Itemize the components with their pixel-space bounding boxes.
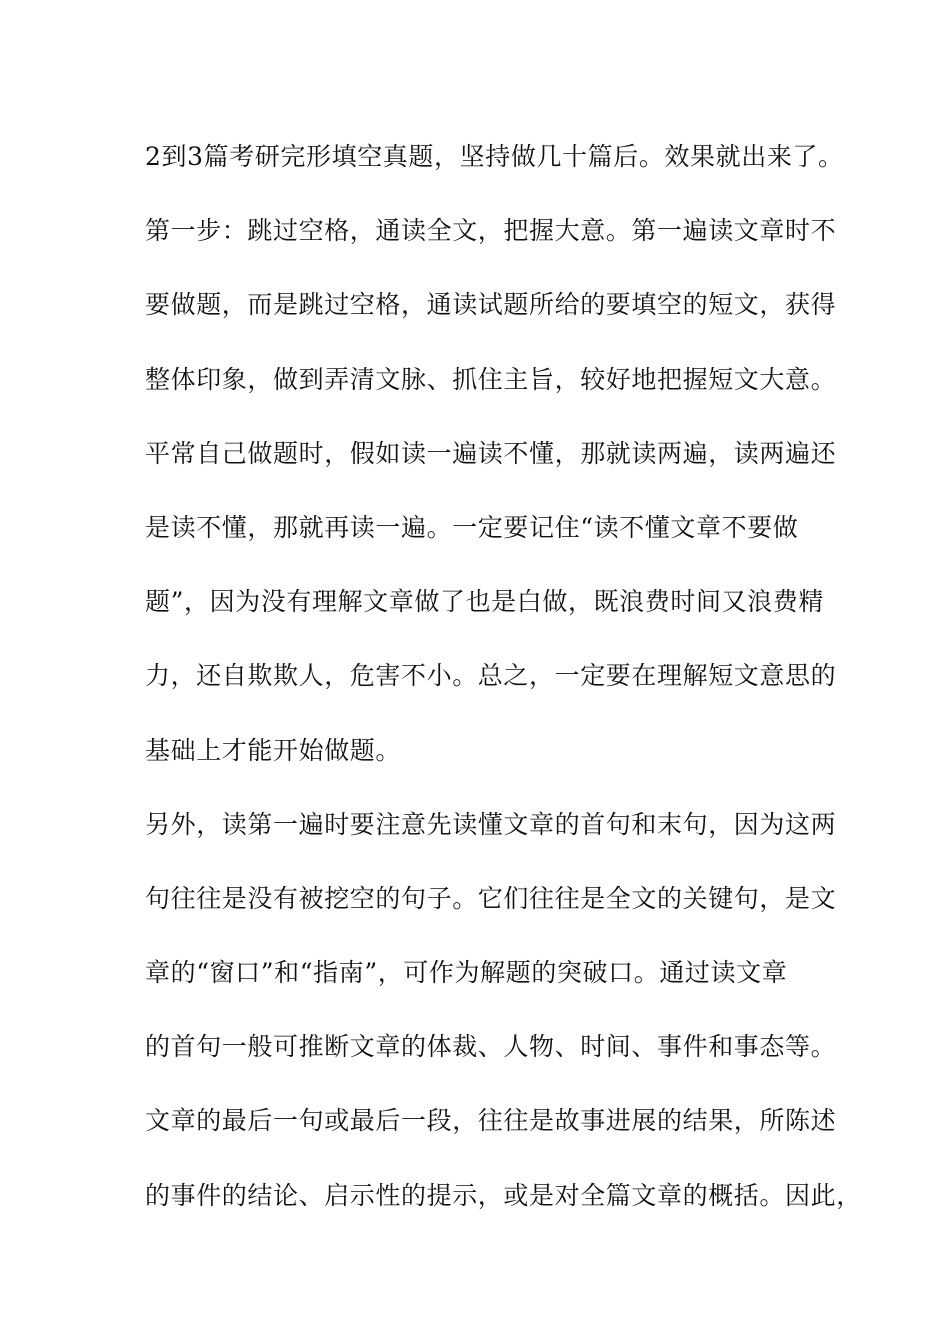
text-line: 的首句一般可推断文章的体裁、人物、时间、事件和事态等。 — [145, 1032, 837, 1062]
text-line: 要做题，而是跳过空格，通读试题所给的要填空的短文，获得 — [145, 290, 837, 320]
text-line: 另外，读第一遍时要注意先读懂文章的首句和末句，因为这两 — [145, 809, 837, 839]
body-text — [145, 131, 862, 1244]
text-line: 整体印象，做到弄清文脉、抓住主旨，较好地把握短文大意。 — [145, 364, 837, 394]
text-line: 句往往是没有被挖空的句子。它们往往是全文的关键句，是文 — [145, 883, 837, 913]
text-line: 是读不懂，那就再读一遍。一定要记住“读不懂文章不要做 — [145, 512, 799, 542]
text-line: 题”，因为没有理解文章做了也是白做，既浪费时间又浪费精 — [145, 587, 824, 617]
text-line: 文章的最后一句或最后一段，往往是故事进展的结果，所陈述 — [145, 1106, 837, 1136]
text-line: 第一步：跳过空格，通读全文，把握大意。第一遍读文章时不 — [145, 216, 837, 246]
text-line: 基础上才能开始做题。 — [145, 735, 402, 765]
text-line: 力，还自欺欺人，危害不小。总之，一定要在理解短文意思的 — [145, 661, 837, 691]
text-line: 2到3篇考研完形填空真题，坚持做几十篇后。效果就出来了。 — [145, 142, 844, 171]
text-line: 的事件的结论、启示性的提示，或是对全篇文章的概括。因此， — [145, 1180, 862, 1210]
text-line: 平常自己做题时，假如读一遍读不懂，那就读两遍，读两遍还 — [145, 438, 837, 468]
text-line: 章的“窗口”和“指南”，可作为解题的突破口。通过读文章 — [145, 958, 788, 988]
